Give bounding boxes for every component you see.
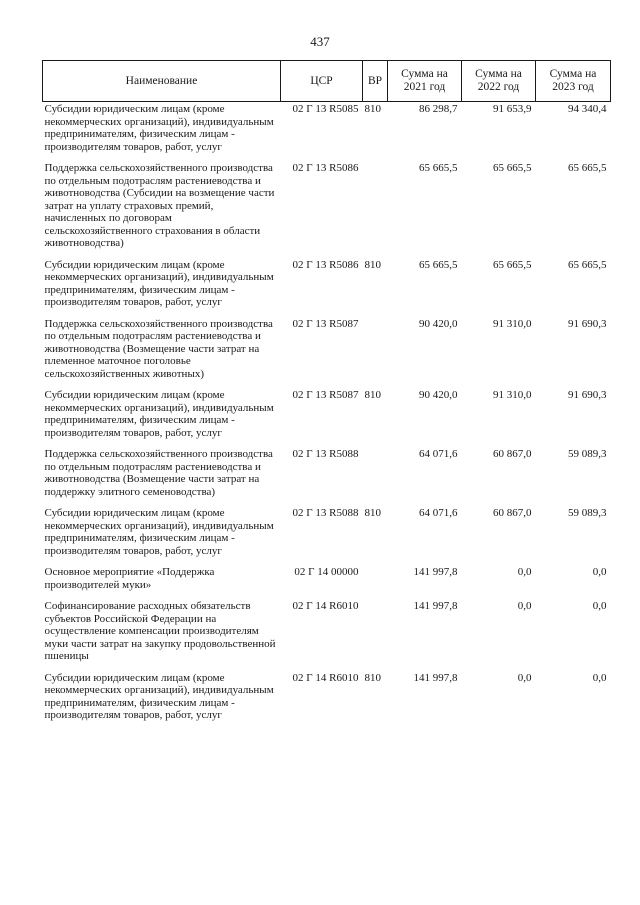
row-vr <box>363 448 388 498</box>
row-sum-2023: 59 089,3 <box>568 507 607 519</box>
table-header <box>43 61 611 102</box>
row-sum-2021: 141 997,8 <box>413 671 458 684</box>
row-csr: 02 Г 14 00000 <box>294 566 359 578</box>
row-sum-2021: 65 665,5 <box>419 258 458 271</box>
row-sum-2023: 65 665,5 <box>568 162 607 174</box>
row-vr <box>363 318 388 381</box>
row-sum-2022: 60 867,0 <box>493 448 532 460</box>
row-spacer <box>43 380 611 389</box>
table-row <box>43 448 611 498</box>
table-row <box>43 600 611 663</box>
row-sum-2022: 60 867,0 <box>493 507 532 519</box>
table-row <box>43 566 611 591</box>
header-vr: ВР <box>363 61 388 102</box>
row-spacer <box>43 250 611 259</box>
row-sum-2022: 0,0 <box>517 566 532 578</box>
row-sum-2021: 64 071,6 <box>419 448 458 460</box>
row-csr: 02 Г 13 R5085 <box>292 103 359 115</box>
row-spacer <box>43 153 611 162</box>
header-sum-2021: Сумма на 2021 год <box>388 61 462 102</box>
row-sum-2021: 141 997,8 <box>413 600 458 612</box>
row-vr <box>363 566 388 591</box>
row-sum-2022: 91 653,9 <box>493 103 532 115</box>
row-sum-2021: 90 420,0 <box>419 389 458 401</box>
budget-table <box>42 60 611 722</box>
row-sum-2021: 86 298,7 <box>419 103 458 115</box>
row-vr <box>363 600 388 663</box>
row-sum-2023: 0,0 <box>592 671 607 684</box>
row-sum-2023: 91 690,3 <box>568 317 607 330</box>
row-csr: 02 Г 13 R5087 <box>292 317 359 330</box>
row-sum-2022: 65 665,5 <box>493 258 532 271</box>
row-sum-2023: 0,0 <box>592 600 607 612</box>
row-vr: 810 <box>364 103 381 115</box>
row-sum-2022: 65 665,5 <box>493 162 532 174</box>
row-sum-2021: 141 997,8 <box>413 566 458 578</box>
table-row <box>43 162 611 250</box>
budget-table-container <box>42 60 610 722</box>
row-name: Субсидии юридическим лицам (кроме некоммерческих организаций), индивидуальным предпринимателям, физическим лицам - производителям товаров, работ, услуг <box>44 507 274 557</box>
row-sum-2023: 94 340,4 <box>568 103 607 115</box>
table-body <box>43 102 611 722</box>
row-vr <box>363 162 388 250</box>
row-spacer <box>43 498 611 507</box>
row-vr: 810 <box>364 507 381 519</box>
table-row <box>43 507 611 557</box>
row-sum-2023: 65 665,5 <box>568 258 607 271</box>
row-vr: 810 <box>364 389 381 401</box>
table-row <box>43 259 611 309</box>
row-csr: 02 Г 13 R5086 <box>292 258 359 271</box>
row-csr: 02 Г 13 R5088 <box>292 507 359 519</box>
row-sum-2023: 91 690,3 <box>568 389 607 401</box>
table-row <box>43 318 611 381</box>
row-vr: 810 <box>364 671 381 684</box>
row-sum-2021: 90 420,0 <box>419 317 458 330</box>
row-sum-2021: 64 071,6 <box>419 507 458 519</box>
row-csr: 02 Г 13 R5086 <box>292 162 359 174</box>
row-spacer <box>43 663 611 672</box>
page-number: 437 <box>310 34 330 49</box>
row-name: Субсидии юридическим лицам (кроме некоммерческих организаций), индивидуальным предпринимателям, физическим лицам - производителям товаров, работ, услуг <box>44 258 274 308</box>
row-sum-2021: 65 665,5 <box>419 162 458 174</box>
row-name: Субсидии юридическим лицам (кроме некоммерческих организаций), индивидуальным предпринимателям, физическим лицам - производителям товаров, работ, услуг <box>44 103 274 153</box>
row-csr: 02 Г 13 R5087 <box>292 389 359 401</box>
row-csr: 02 Г 13 R5088 <box>292 448 359 460</box>
header-csr: ЦСР <box>281 61 363 102</box>
row-name: Поддержка сельскохозяйственного производства по отдельным подотраслям растениеводства и животноводства (Возмещение части затрат на поддержку элитного семеноводства) <box>44 448 273 498</box>
row-name: Поддержка сельскохозяйственного производства по отдельным подотраслям растениеводства и животноводства (Возмещение части затрат на племенное маточное поголовье сельскохозяйственных животных) <box>44 317 273 380</box>
row-name: Субсидии юридическим лицам (кроме некоммерческих организаций), индивидуальным предпринимателям, физическим лицам - производителям товаров, работ, услуг <box>44 389 274 439</box>
table-row <box>43 102 611 154</box>
row-sum-2022: 0,0 <box>517 600 532 612</box>
row-csr: 02 Г 14 R6010 <box>292 671 359 684</box>
row-sum-2022: 91 310,0 <box>493 389 532 401</box>
header-name: Наименование <box>43 61 281 102</box>
row-sum-2023: 59 089,3 <box>568 448 607 460</box>
header-sum-2023: Сумма на 2023 год <box>536 61 611 102</box>
row-spacer <box>43 309 611 318</box>
header-sum-2022: Сумма на 2022 год <box>462 61 536 102</box>
row-vr: 810 <box>364 258 381 271</box>
row-name: Субсидии юридическим лицам (кроме некоммерческих организаций), индивидуальным предпринимателям, физическим лицам - производителям товаров, работ, услуг <box>44 671 274 721</box>
row-spacer <box>43 439 611 448</box>
table-row <box>43 672 611 722</box>
row-sum-2022: 0,0 <box>517 671 532 684</box>
row-name: Софинансирование расходных обязательств субъектов Российской Федерации на осуществление компенсации производителям муки части затрат на закупку продовольственной пшеницы <box>44 600 276 662</box>
row-name: Основное мероприятие «Поддержка производителей муки» <box>44 566 215 591</box>
row-sum-2022: 91 310,0 <box>493 317 532 330</box>
row-csr: 02 Г 14 R6010 <box>292 600 359 612</box>
row-name: Поддержка сельскохозяйственного производства по отдельным подотраслям растениеводства и животноводства (Субсидии на возмещение части затрат на уплату страховых премий, начисленных по договорам сельскохозяйственного страхования в области животноводства) <box>44 162 275 249</box>
table-row <box>43 389 611 439</box>
row-spacer <box>43 591 611 600</box>
row-sum-2023: 0,0 <box>592 566 607 578</box>
row-spacer <box>43 557 611 566</box>
